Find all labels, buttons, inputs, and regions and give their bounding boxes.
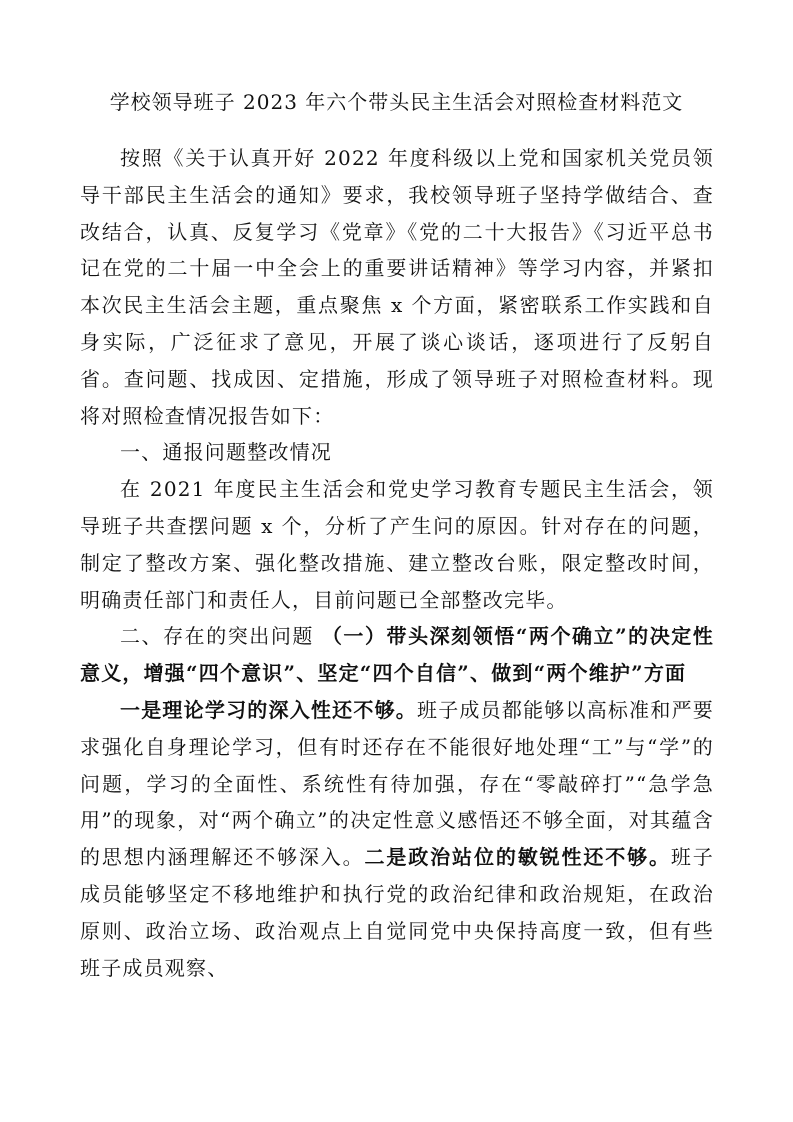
section-2-heading-text: 二、存在的突出问题	[120, 624, 322, 649]
paragraph-problems	[80, 692, 714, 986]
problem-2-heading: 二是政治站位的敏锐性还不够。	[364, 845, 671, 870]
problem-2-text: 班子成员能够坚定不移地维护和执行党的政治纪律和政治规矩，在政治原则、政治立场、政治观点上自觉同党中央保持高度一致，但有些班子成员观察、	[80, 845, 714, 980]
problem-1-text: 班子成员都能够以高标准和严要求强化自身理论学习，但有时还存在不能很好地处理“工”与“学”的问题，学习的全面性、系统性有待加强，存在“零敲碎打”“急学急用”的现象，对“两个确立”的决定性意义感悟还不够全面，对其蕴含的思想内涵理解还不够深入。	[80, 697, 714, 870]
paragraph-rectification	[80, 471, 714, 618]
document-title: 学校领导班子 2023 年六个带头民主生活会对照检查材料范文	[109, 90, 684, 114]
heading-section-2	[80, 618, 714, 692]
document-body	[80, 140, 714, 986]
section-1-heading-text: 一、通报问题整改情况	[120, 440, 332, 465]
problem-1-heading: 一是理论学习的深入性还不够。	[120, 697, 417, 722]
rectification-text: 在 2021 年度民主生活会和党史学习教育专题民主生活会，领导班子共查摆问题 x 个，分析了产生问的原因。针对存在的问题，制定了整改方案、强化整改措施、建立整改台账，限定整改时间，明确责任部门和责任人，目前问题已全部整改完毕。	[80, 477, 714, 612]
heading-section-1	[80, 434, 714, 471]
intro-text: 按照《关于认真开好 2022 年度科级以上党和国家机关党员领导干部民主生活会的通知》要求，我校领导班子坚持学做结合、查改结合，认真、反复学习《党章》《党的二十大报告》《习近平总书记在党的二十届一中全会上的重要讲话精神》等学习内容，并紧扣本次民主生活会主题，重点聚焦 x 个方面，紧密联系工作实践和自身实际，广泛征求了意见，开展了谈心谈话，逐项进行了反躬自省。查问题、找成因、定措施，形成了领导班子对照检查材料。现将对照检查情况报告如下：	[80, 146, 714, 428]
subsection-1-heading: （一）带头深刻领悟“两个确立”的决定性意义，增强“四个意识”、坚定“四个自信”、做到“两个维护”方面	[80, 624, 715, 686]
paragraph-intro	[80, 140, 714, 434]
